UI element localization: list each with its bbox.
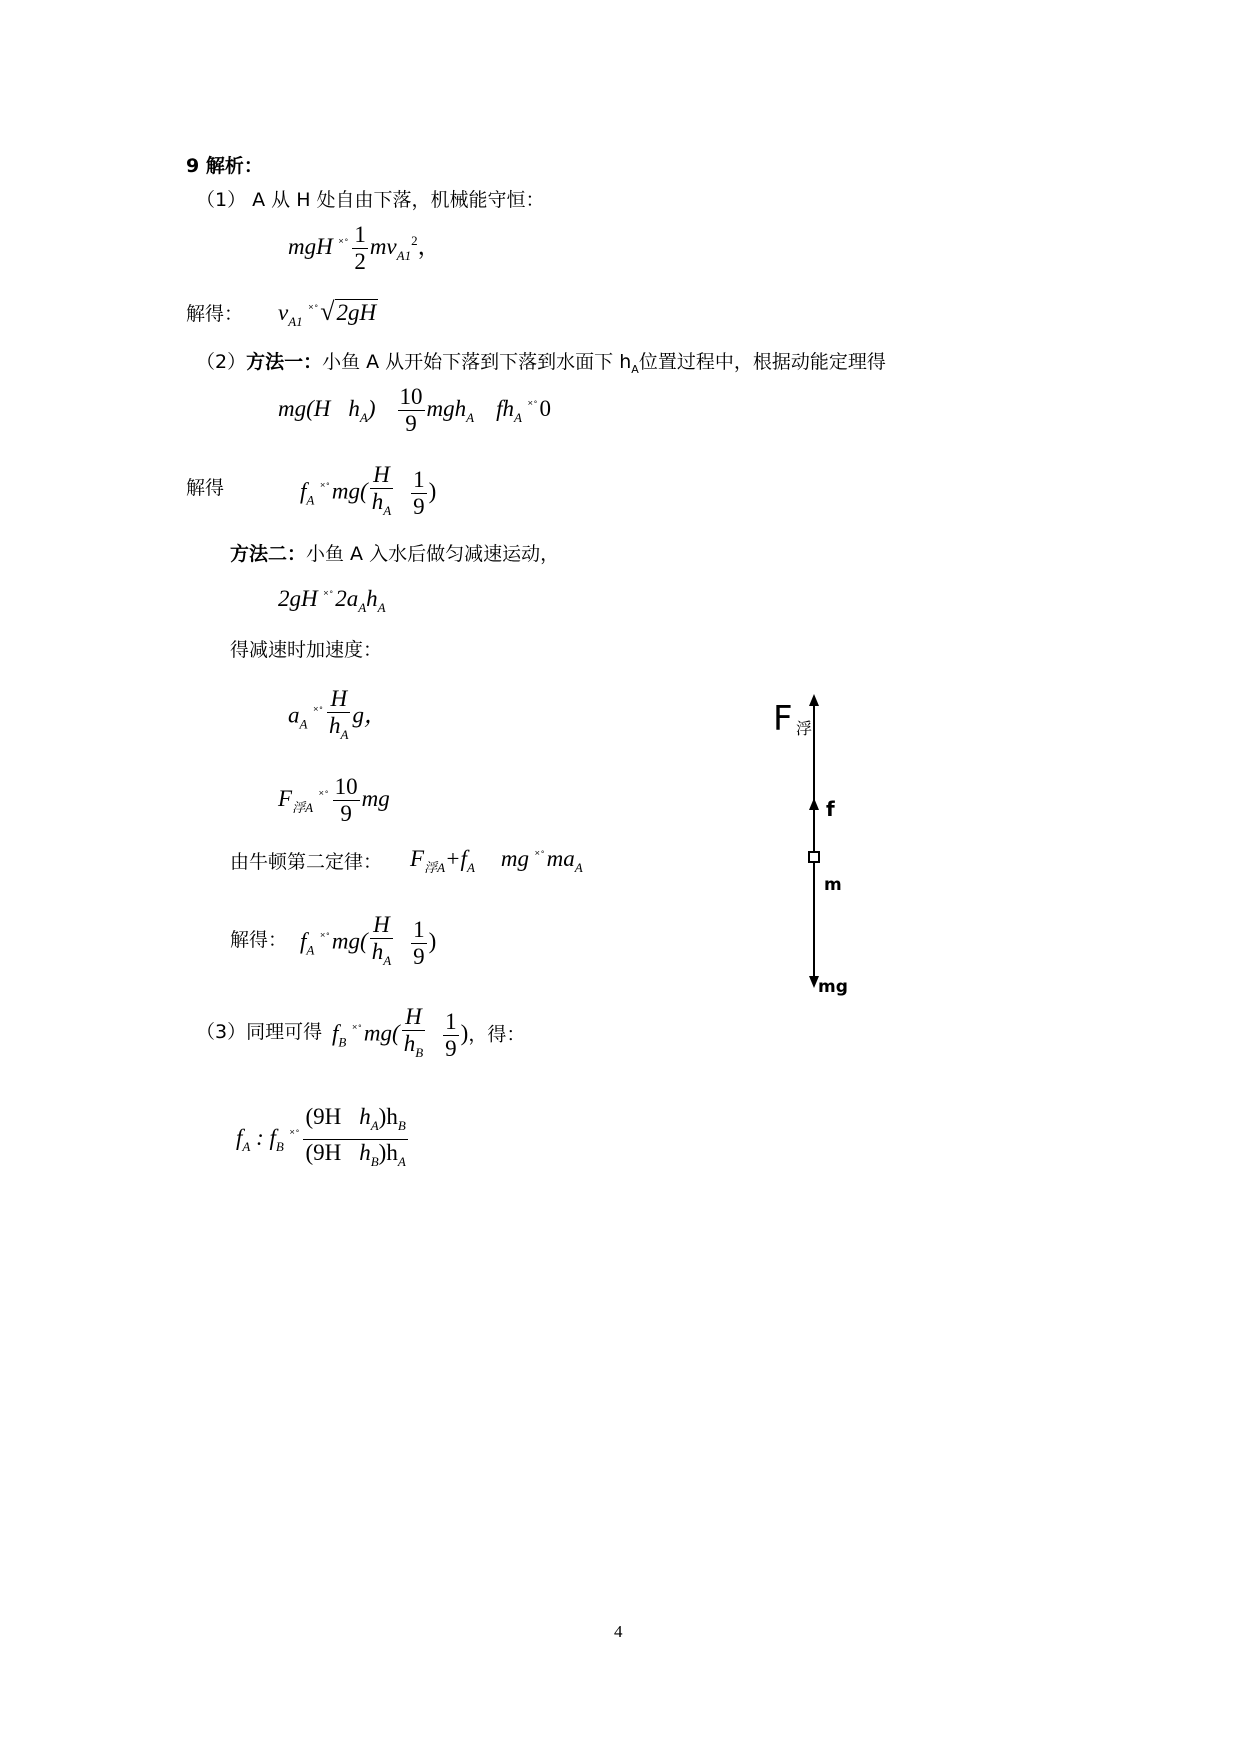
acceleration-label: 得减速时加速度： (230, 639, 383, 661)
part1-equation: mgH ˟ ˚ $\frac{1}{2}$ $mv_{A1}^2$， (288, 222, 441, 274)
buoyancy-sub-label: 浮 (796, 719, 813, 738)
method1-equation: mg(H $h_A$) $\frac{10}{9}$ mgh$_A$ $fh_A^{˟ ˚}$ 0 (278, 384, 552, 436)
method1-line: （2）方法一：小鱼 A 从开始下落到下落到水面下 $h_A$位置过程中，根据动能定理得 (196, 351, 886, 376)
method2-equation: 2gH ˟ ˚ $2a_Ah_A$ (278, 586, 386, 615)
buoyancy-arrow-icon (809, 694, 819, 706)
part1-result-label: 解得： (186, 303, 244, 325)
part1-intro: （1） A 从 H 处自由下落，机械能守恒： (196, 189, 545, 211)
method2-line: 方法二：小鱼 A 入水后做匀减速运动， (230, 543, 560, 565)
part3-prefix: （3）同理可得 (196, 1021, 323, 1043)
method1-result: $f_A^{˟ ˚}$ mg( $\frac{H}{h_A}$ $\frac{1}{9}$ ) (300, 462, 437, 519)
force-diagram (760, 690, 870, 1000)
mass-block (809, 852, 819, 862)
page-number: 4 (614, 1622, 623, 1641)
friction-arrow-icon (809, 798, 819, 810)
part3-equation: $f_B^{˟ ˚}$ mg( $\frac{H}{h_B}$ $\frac{1}{9}$ )，得： (332, 1004, 526, 1061)
gravity-label: mg (818, 977, 848, 997)
buoyancy-label: F (773, 699, 793, 739)
newton-label: 由牛顿第二定律： (230, 851, 383, 873)
friction-label: f (826, 797, 835, 821)
acceleration-equation: $a_A^{˟ ˚}$ $\frac{H}{h_A}$ g， (288, 686, 387, 742)
part1-result: $v_{A1}^{˟ ˚}$ √2gH (278, 297, 377, 329)
friction-ratio: $f_A$ : $f_B^{˟ ˚}$ $\frac{(9H h_A)h_B}{(9H h_B)h_A}$ (236, 1104, 406, 1169)
newton-equation: $F_{浮A}+f_A$ mg ˟ ˚ $ma_A$ (410, 846, 583, 875)
method2-result: $f_A^{˟ ˚}$ mg( $\frac{H}{h_A}$ $\frac{1}{9}$ ) (300, 912, 437, 969)
solution-heading: 9 解析： (186, 155, 263, 177)
mass-label: m (824, 875, 842, 895)
method2-result-label: 解得： (230, 929, 288, 951)
method1-result-label: 解得 (186, 477, 225, 499)
buoyancy-equation: $F_{浮A}^{˟ ˚}$ $\frac{10}{9}$ mg (278, 774, 390, 826)
